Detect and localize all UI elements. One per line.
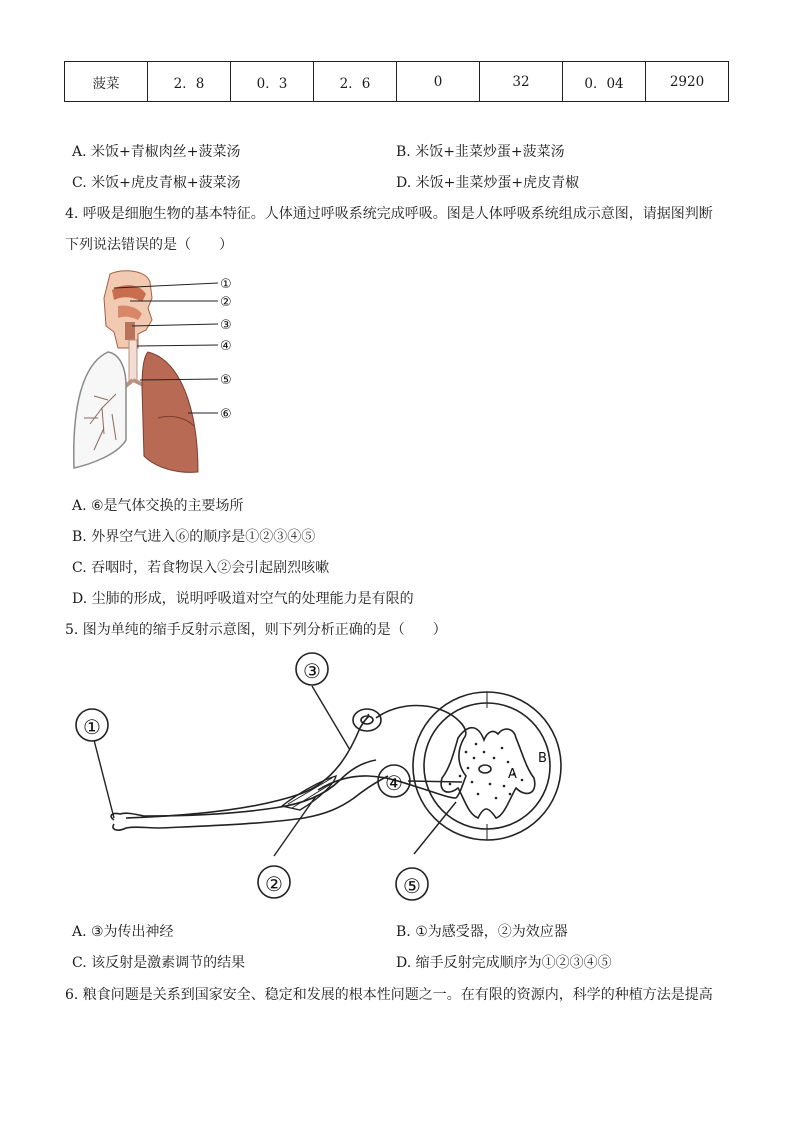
label-1: ① (220, 277, 232, 292)
larynx (125, 322, 135, 340)
table-cell: 0．3 (231, 62, 314, 102)
table-cell: 0 (397, 62, 480, 102)
right-lung (142, 352, 198, 472)
label-2: ② (220, 295, 232, 310)
q3-option-a: A. 米饭+青椒肉丝+菠菜汤 (72, 144, 241, 160)
label-4: ④ (220, 339, 232, 354)
label-5: ⑤ (403, 874, 421, 898)
q3-option-c: C. 米饭+虎皮青椒+菠菜汤 (72, 175, 241, 191)
central-canal (479, 765, 491, 773)
q3-option-d: D. 米饭+韭菜炒蛋+虎皮青椒 (396, 175, 580, 191)
table-cell: 0．04 (563, 62, 646, 102)
table-row (65, 62, 729, 102)
label-6: ⑥ (220, 407, 232, 422)
q4-option-a: A. ⑥是气体交换的主要场所 (72, 498, 244, 514)
table-cell: 32 (480, 62, 563, 102)
q4-stem-line1: 4. 呼吸是细胞生物的基本特征。人体通过呼吸系统完成呼吸。图是人体呼吸系统组成示意图，请据图判断 (65, 206, 713, 222)
q5-stem: 5. 图为单纯的缩手反射示意图，则下列分析正确的是（ ） (65, 622, 447, 638)
label-4: ④ (385, 771, 403, 795)
q6-stem: 6. 粮食问题是关系到国家安全、稳定和发展的根本性问题之一。在有限的资源内，科学的种植方法是提高 (65, 987, 713, 1003)
q4-option-d: D. 尘肺的形成，说明呼吸道对空气的处理能力是有限的 (72, 591, 414, 607)
q4-option-c: C. 吞咽时，若食物误入②会引起剧烈咳嗽 (72, 560, 330, 576)
table-cell: 菠菜 (65, 62, 148, 102)
dorsal-root-ganglion (353, 709, 381, 731)
label-5: ⑤ (220, 373, 232, 388)
q5-option-c: C. 该反射是激素调节的结果 (72, 955, 246, 971)
nutrient-table (64, 61, 729, 102)
q4-stem-line2: 下列说法错误的是（ ） (65, 237, 233, 253)
label-3: ③ (220, 318, 232, 333)
label-3: ③ (303, 659, 321, 683)
label-a: A (508, 767, 517, 782)
label-1: ① (83, 715, 101, 739)
arm-lower-edge (113, 776, 388, 830)
reflex-labels (83, 659, 421, 898)
trachea (129, 340, 137, 382)
table-cell: 2．6 (314, 62, 397, 102)
respiratory-system-figure (68, 268, 258, 478)
reflex-arc-figure (64, 648, 594, 906)
afferent-nerve (126, 714, 369, 818)
table-cell: 2920 (646, 62, 729, 102)
q5-option-b: B. ①为感受器，②为效应器 (396, 924, 568, 940)
label-2: ② (265, 872, 283, 896)
q3-option-b: B. 米饭+韭菜炒蛋+菠菜汤 (396, 144, 565, 160)
q4-option-b: B. 外界空气进入⑥的顺序是①②③④⑤ (72, 529, 316, 545)
q5-option-d: D. 缩手反射完成顺序为①②③④⑤ (396, 955, 612, 971)
table-cell: 2．8 (148, 62, 231, 102)
figure-labels (220, 277, 232, 422)
label-b: B (538, 751, 547, 766)
q5-option-a: A. ③为传出神经 (72, 924, 174, 940)
